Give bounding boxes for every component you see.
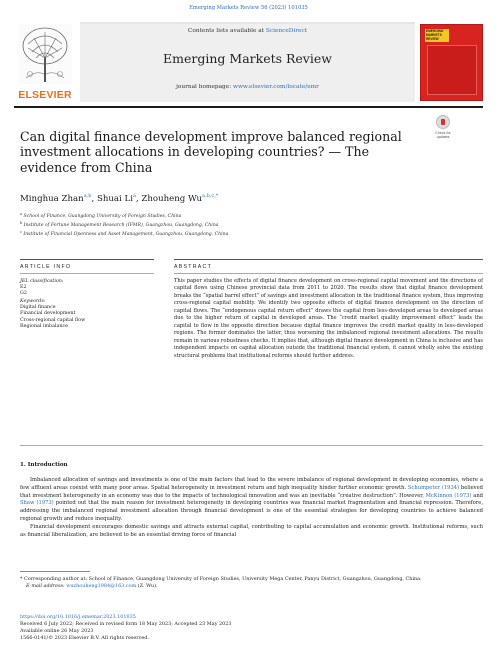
- sciencedirect-link[interactable]: ScienceDirect: [265, 28, 308, 34]
- email-label: E-mail address:: [26, 582, 67, 589]
- contents-availability: [80, 28, 415, 34]
- keyword-item: Financial development: [20, 311, 76, 317]
- abstract-top-rule: [174, 259, 483, 260]
- citation-link[interactable]: Shaw (1973): [20, 500, 54, 507]
- crossmark-label: Check for updates: [435, 131, 451, 140]
- author-affiliation-marker[interactable]: a: [132, 193, 136, 199]
- elsevier-tree-icon: [18, 24, 72, 84]
- doi-link[interactable]: https://doi.org/10.1016/j.ememar.2023.101035: [20, 614, 136, 620]
- journal-citation-line[interactable]: Emerging Markets Review 56 (2023) 101035: [189, 5, 308, 11]
- jel-code: G2: [20, 291, 27, 297]
- affiliation-item: $^c$ Institute of Financial Openness and Asset Management, Guangzhou, Guangdong, China: [20, 230, 229, 238]
- keyword-item: Regional imbalance: [20, 323, 68, 329]
- citation-link[interactable]: Schumpeter (1934): [407, 484, 460, 491]
- elsevier-logo[interactable]: [14, 22, 76, 102]
- footnote-rule: [20, 571, 90, 572]
- article-info-heading: ARTICLE INFO: [20, 264, 72, 270]
- section-heading-introduction: 1. Introduction: [20, 462, 68, 468]
- jel-code: E2: [20, 285, 27, 291]
- contents-prefix: Contents lists available at: [187, 28, 266, 34]
- cover-artwork: [427, 45, 477, 95]
- article-info-heading-rule: [20, 273, 154, 274]
- check-for-updates-badge[interactable]: [430, 115, 456, 147]
- article-info-panel: [20, 279, 150, 330]
- cover-title: EMERGING MARKETS REVIEW: [425, 29, 449, 42]
- abstract-heading: ABSTRACT: [174, 264, 213, 270]
- journal-banner: [80, 22, 415, 102]
- journal-name: Emerging Markets Review: [163, 51, 332, 66]
- journal-header: [14, 22, 483, 102]
- homepage-link[interactable]: www.elsevier.com/locate/emr: [233, 84, 319, 90]
- author-affiliation-marker[interactable]: a,b: [83, 193, 92, 199]
- article-title: Can digital finance development improve balanced regional investment allocations in developing countries? — The evidence from China: [20, 129, 402, 175]
- affiliation-list: [20, 211, 480, 239]
- keywords-label: Keywords:: [20, 299, 46, 305]
- jel-label: JEL classification:: [20, 279, 64, 284]
- author-list: Minghua Zhan$^{a,b}$, Shuai Li$^a$, Zhouheng $Wu^{a,b,c,*}$: [20, 193, 219, 204]
- header-divider: [14, 106, 483, 108]
- received-dates: Received 6 July 2022; Received in revised form 18 May 2023; Accepted 23 May 2023: [20, 621, 232, 627]
- keyword-item: Cross-regional capital flow: [20, 317, 86, 323]
- homepage-prefix: journal homepage:: [176, 84, 233, 90]
- author-name[interactable]: Shuai Li: [96, 194, 133, 204]
- author-name[interactable]: Minghua Zhan: [20, 194, 84, 204]
- journal-homepage: [80, 84, 415, 90]
- elsevier-wordmark: ELSEVIER: [18, 89, 72, 101]
- journal-cover-thumbnail[interactable]: [420, 24, 483, 101]
- author-name[interactable]: Zhouheng Wu: [141, 194, 203, 204]
- introduction-body: [20, 477, 483, 539]
- corresponding-author-footnote: * Corresponding author at: School of Finance, Guangdong University of Foreign Studies, University Mega Center, Panyu District, Guangzhou, Guangdong, China. E-mail address: wuzhouheng1984@163.com (Z. Wu).: [20, 576, 422, 589]
- footnote-mark: *: [20, 576, 23, 582]
- abstract-bottom-rule: [20, 445, 483, 446]
- crossmark-icon: [436, 115, 450, 129]
- keyword-item: Digital finance: [20, 305, 56, 311]
- abstract-heading-rule: [174, 273, 483, 274]
- available-online-date: Available online 26 May 2023: [20, 628, 94, 634]
- copyright-line: 1566-0141/© 2023 Elsevier B.V. All rights reserved.: [20, 635, 149, 641]
- affiliation-item: $^b$ Institute of Fortune Management Research (IFMR), Guangzhou, Guangdong, China: [20, 221, 219, 229]
- citation-link[interactable]: McKinnon (1973): [425, 492, 472, 499]
- email-link[interactable]: wuzhouheng1984@163.com: [66, 582, 137, 589]
- body-paragraph: Imbalanced allocation of savings and investments is one of the main factors that lead to the severe imbalance of regional development in developing economies, where a few affluent areas coexist with many poor areas. Spatial heterogeneity in investment return and high inequality hinder further economic growth. Schumpeter (1934) believed that investment heterogeneity in an economy was due to the impacts of technological innovation and was an inevitable “creative destruction”. However, McKinnon (1973) and Shaw (1973) pointed out that the main reason for investment heterogeneity in developing countries was financial market fragmentation and financial repression. Therefore, addressing the imbalanced regional investment allocation through financial development is one of the essential strategies for developing countries to achieve balanced regional growth and reduce inequality.: [20, 477, 484, 522]
- body-paragraph: Financial development encourages domestic savings and attracts external capital, contributing to capital accumulation and economic growth. Institutional reforms, such as financial liberalization, are believed to be an essential driving force of financial: [20, 523, 483, 538]
- article-info-top-rule: [20, 259, 154, 260]
- affiliation-item: $^a$ School of Finance, Guangdong University of Foreign Studies, China: [20, 212, 182, 219]
- article-history: [20, 614, 483, 642]
- author-affiliation-marker[interactable]: a,b,c,*: [202, 193, 219, 199]
- abstract-text: This paper studies the effects of digital finance development on cross-regional capital movement and the directions of capital flows using Chinese provincial data from 2011 to 2020. The results show that digital finance development breaks the “spatial barrel effect” of savings and investment allocation in the traditional finance system, thus improving cross-regional capital mobility. We identify two opposite effects of digital finance development on the direction of capital flows. The “endogenous capital return effect” draws the capital from less-developed areas to developed areas due to the higher return of capital in developed areas. The “credit market quality improvement effect” leads the capital to flow in the opposite direction because digital finance improves the credit market quality in less-developed regions. The former dominates the latter, thus worsening the imbalanced regional investment allocations. The results remain in various robustness checks. It implies that, although digital finance development in China is inclusive and has independent impacts on capital allocation outside the traditional financial system, it cannot wholly solve the existing structural problems that institutional reforms should further address.: [174, 278, 483, 359]
